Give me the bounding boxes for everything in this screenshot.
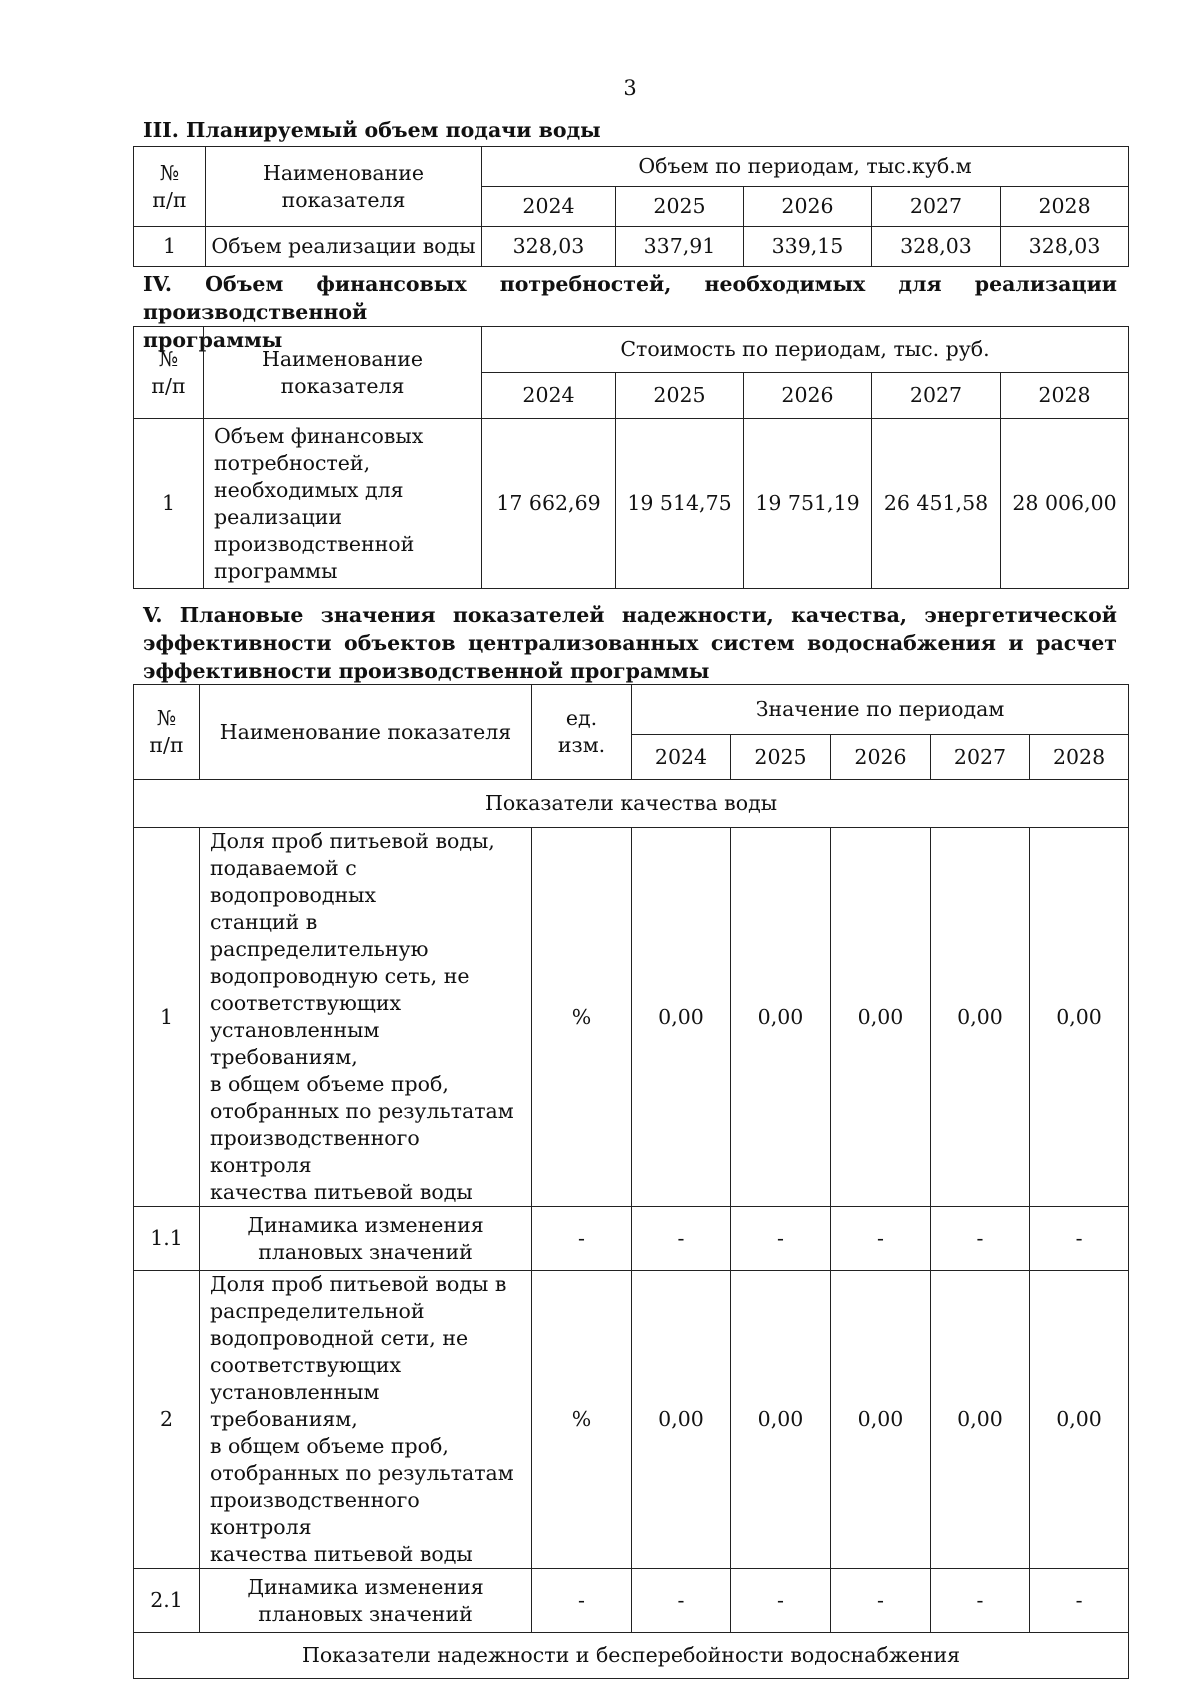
- year-header: 2024: [482, 187, 616, 227]
- value-cell: 26 451,58: [872, 419, 1001, 589]
- table-row: [134, 1271, 1129, 1569]
- value-cell: 0,00: [1030, 1271, 1129, 1569]
- unit-cell: %: [532, 828, 632, 1207]
- col-unit-header: ед. изм.: [532, 685, 632, 780]
- row-name: Динамика изменения плановых значений: [200, 1207, 532, 1271]
- value-cell: 328,03: [872, 227, 1001, 267]
- year-header: 2027: [872, 373, 1001, 419]
- row-number: 1.1: [134, 1207, 200, 1271]
- table-row: [134, 1207, 1129, 1271]
- col-name-header: Наименование показателя: [200, 685, 532, 780]
- value-cell: 0,00: [1030, 828, 1129, 1207]
- period-group-header: Стоимость по периодам, тыс. руб.: [482, 327, 1129, 373]
- col-name-header: Наименование показателя: [206, 147, 482, 227]
- reliability-group-row: Показатели надежности и бесперебойности водоснабжения: [134, 1633, 1129, 1679]
- row-number: 2: [134, 1271, 200, 1569]
- value-cell: -: [731, 1207, 831, 1271]
- table-row: [134, 419, 1129, 589]
- value-cell: 0,00: [831, 1271, 931, 1569]
- value-cell: 0,00: [731, 1271, 831, 1569]
- row-number: 1: [134, 419, 204, 589]
- page-number: 3: [623, 76, 637, 100]
- row-number: 1: [134, 828, 200, 1207]
- year-header: 2025: [731, 735, 831, 780]
- value-cell: 328,03: [482, 227, 616, 267]
- unit-cell: -: [532, 1569, 632, 1633]
- year-header: 2028: [1001, 187, 1129, 227]
- value-cell: -: [831, 1207, 931, 1271]
- year-header: 2026: [744, 373, 872, 419]
- unit-cell: %: [532, 1271, 632, 1569]
- row-number: 1: [134, 227, 206, 267]
- value-cell: -: [632, 1569, 731, 1633]
- col-name-header: Наименование показателя: [204, 327, 482, 419]
- table-row: [134, 227, 1129, 267]
- year-header: 2024: [482, 373, 616, 419]
- section-4-heading: IV. Объем финансовых потребностей, необходимых для реализации производственной программы: [143, 272, 1117, 352]
- value-cell: -: [731, 1569, 831, 1633]
- table-row: [134, 1569, 1129, 1633]
- year-header: 2028: [1001, 373, 1129, 419]
- row-name: Объем финансовых потребностей, необходимых для реализации производственной программы: [204, 419, 482, 589]
- year-header: 2026: [744, 187, 872, 227]
- value-cell: 28 006,00: [1001, 419, 1129, 589]
- value-cell: 337,91: [616, 227, 744, 267]
- year-header: 2028: [1030, 735, 1129, 780]
- value-cell: 19 751,19: [744, 419, 872, 589]
- value-cell: 0,00: [632, 828, 731, 1207]
- value-cell: -: [1030, 1569, 1129, 1633]
- row-name: Доля проб питьевой воды в распределительной водопроводной сети, не соответствующих установленным требованиям, в общем объеме проб, отобранных по результатам производственного контроля качества питьевой воды: [200, 1271, 532, 1569]
- section-5-heading: V. Плановые значения показателей надежности, качества, энергетической эффективности объектов централизованных систем водоснабжения и расчет эффективности производственной программы: [143, 603, 1117, 683]
- col-number-header: № п/п: [134, 685, 200, 780]
- value-cell: 0,00: [931, 1271, 1030, 1569]
- year-header: 2024: [632, 735, 731, 780]
- value-cell: -: [831, 1569, 931, 1633]
- indicators-table: [133, 684, 1129, 1679]
- period-group-header: Объем по периодам, тыс.куб.м: [482, 147, 1129, 187]
- row-name: Динамика изменения плановых значений: [200, 1569, 532, 1633]
- value-cell: 0,00: [731, 828, 831, 1207]
- quality-group-row: Показатели качества воды: [134, 780, 1129, 828]
- row-name: Доля проб питьевой воды, подаваемой с водопроводных станций в распределительную водопроводную сеть, не соответствующих установленным требованиям, в общем объеме проб, отобранных по результатам производственного контроля качества питьевой воды: [200, 828, 532, 1207]
- col-number-header: № п/п: [134, 327, 204, 419]
- value-cell: 328,03: [1001, 227, 1129, 267]
- value-cell: 0,00: [632, 1271, 731, 1569]
- year-header: 2025: [616, 373, 744, 419]
- table-row: [134, 828, 1129, 1207]
- value-cell: -: [931, 1569, 1030, 1633]
- row-number: 2.1: [134, 1569, 200, 1633]
- value-cell: 339,15: [744, 227, 872, 267]
- value-cell: 0,00: [831, 828, 931, 1207]
- row-name: Объем реализации воды: [206, 227, 482, 267]
- value-cell: -: [1030, 1207, 1129, 1271]
- unit-cell: -: [532, 1207, 632, 1271]
- water-supply-volume-table: [133, 146, 1129, 267]
- section-3-heading: III. Планируемый объем подачи воды: [143, 118, 601, 142]
- value-cell: -: [931, 1207, 1030, 1271]
- value-cell: 19 514,75: [616, 419, 744, 589]
- year-header: 2027: [931, 735, 1030, 780]
- year-header: 2026: [831, 735, 931, 780]
- period-group-header: Значение по периодам: [632, 685, 1129, 735]
- year-header: 2025: [616, 187, 744, 227]
- value-cell: 17 662,69: [482, 419, 616, 589]
- year-header: 2027: [872, 187, 1001, 227]
- financial-needs-table: [133, 326, 1129, 589]
- value-cell: -: [632, 1207, 731, 1271]
- value-cell: 0,00: [931, 828, 1030, 1207]
- col-number-header: № п/п: [134, 147, 206, 227]
